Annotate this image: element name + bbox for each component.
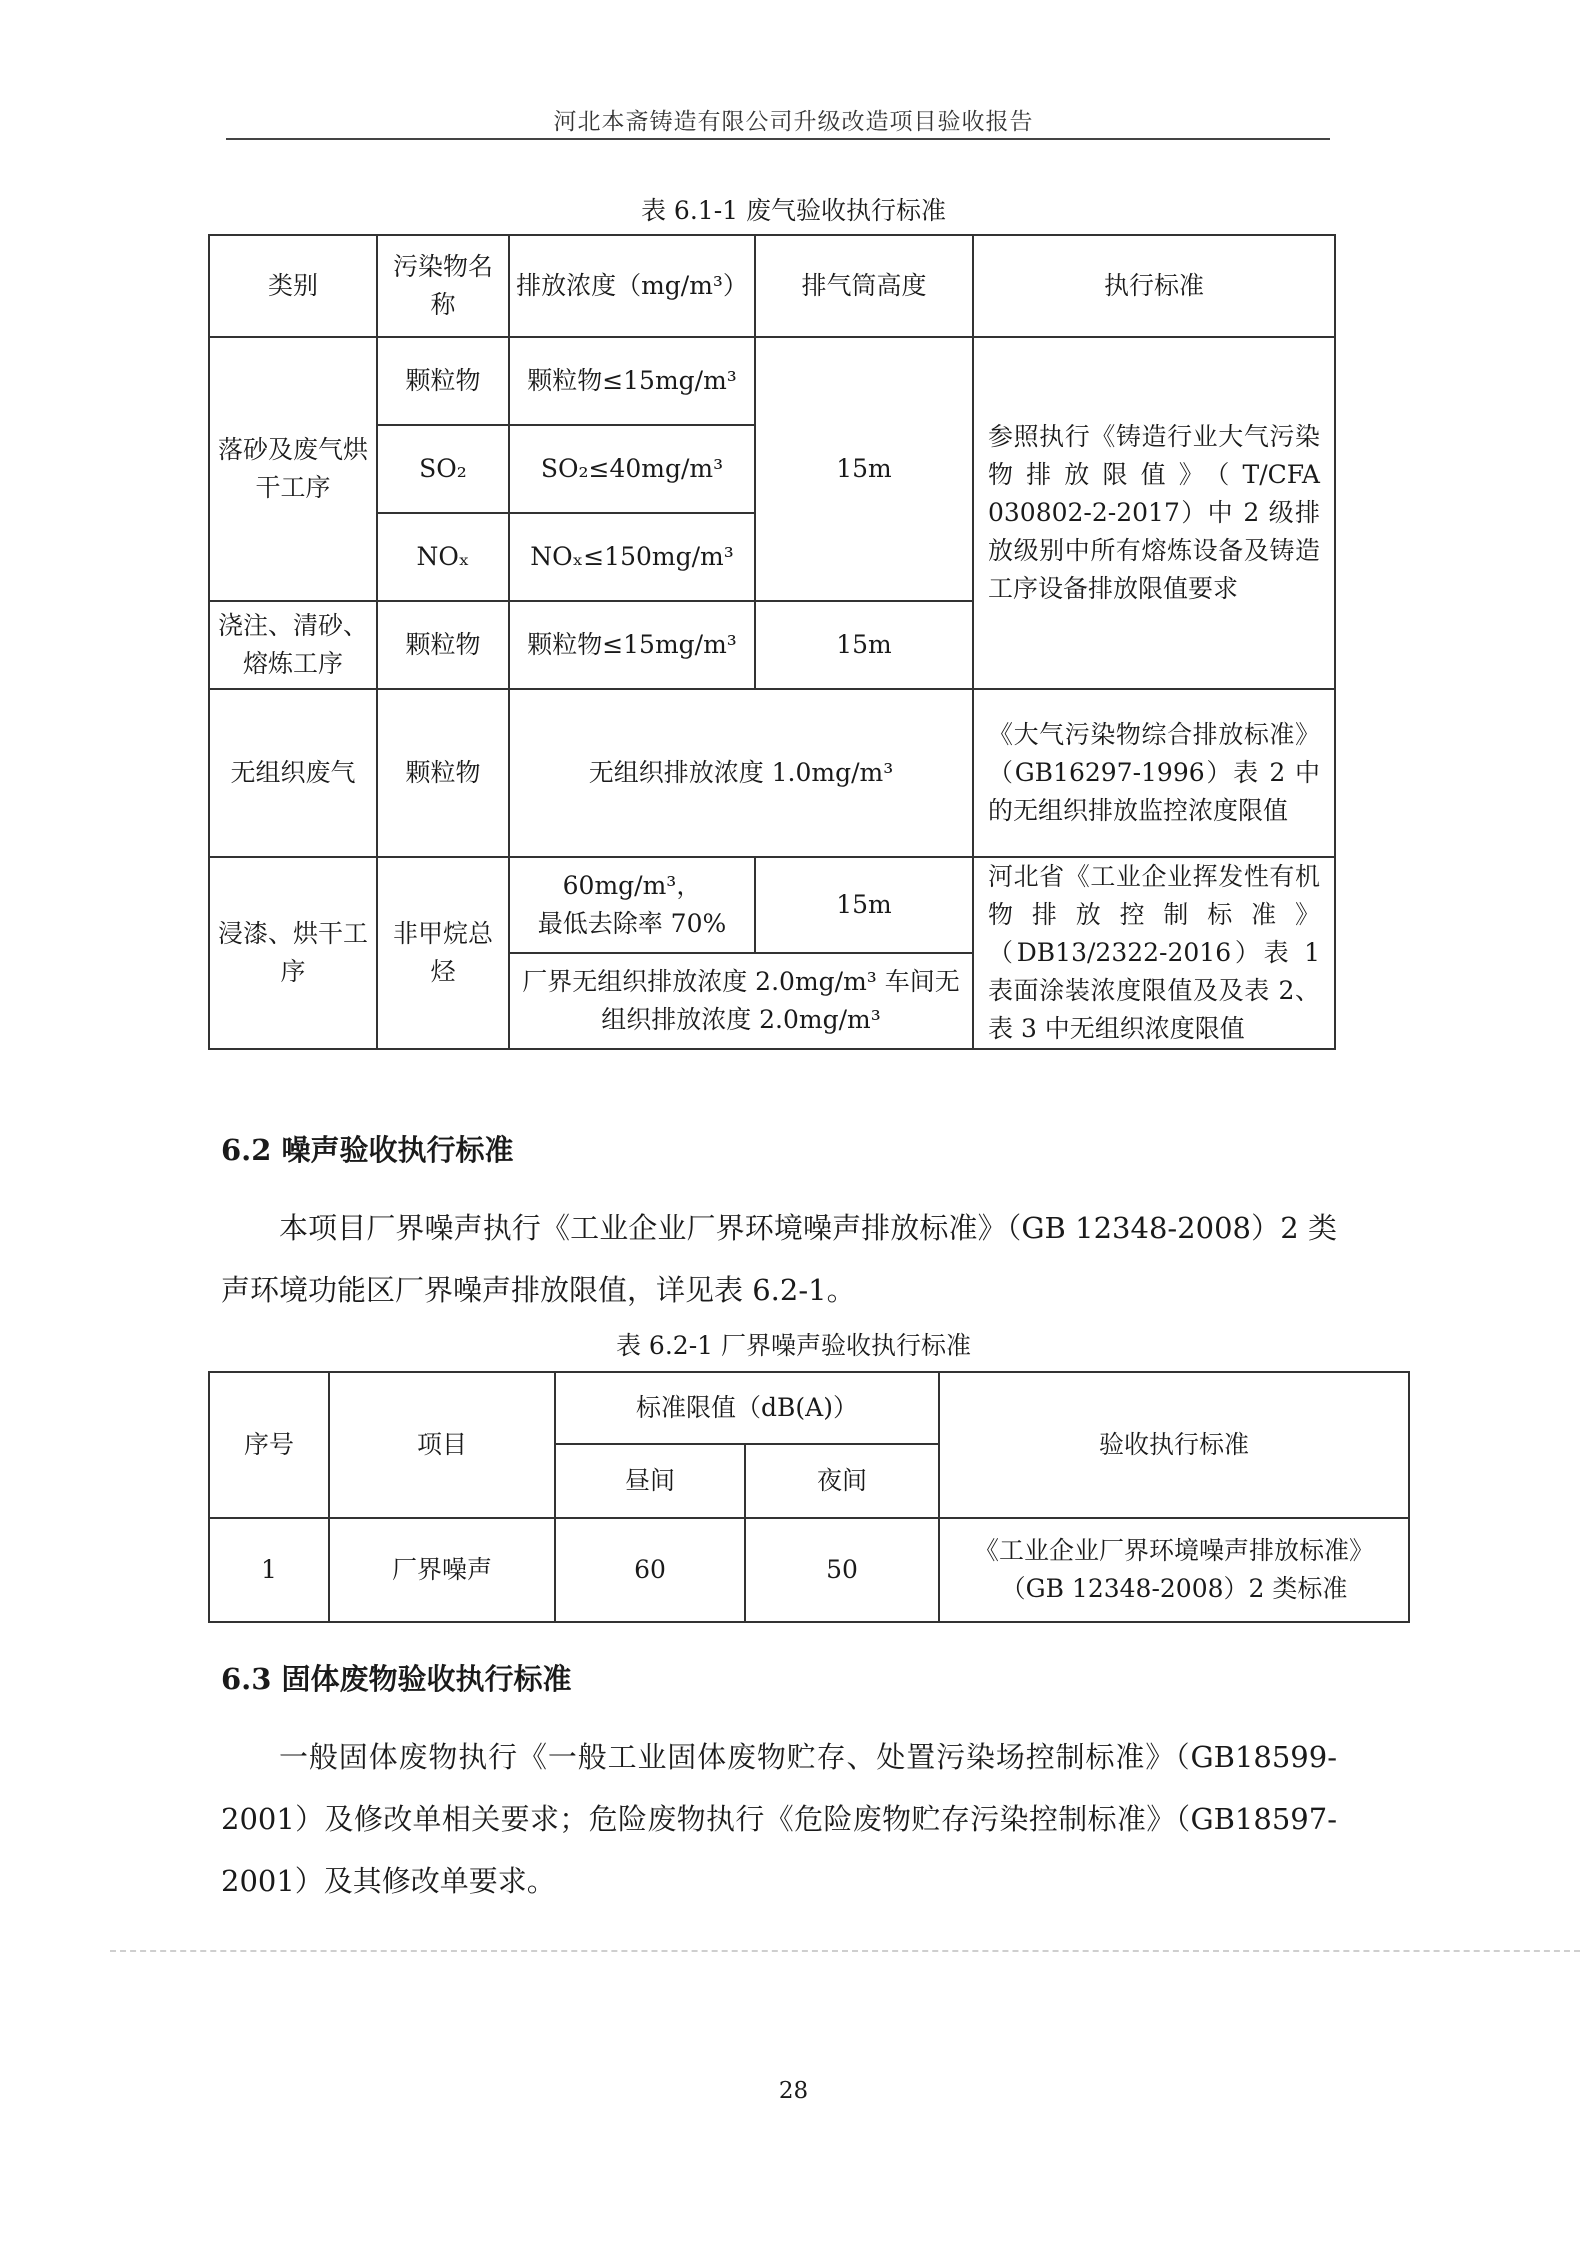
row1-concentration-nox: NOₓ≤150mg/m³ (509, 513, 755, 601)
table1-caption: 表 6.1-1 废气验收执行标准 (640, 196, 946, 225)
header-limit: 标准限值（dB(A)） (555, 1372, 939, 1444)
row4-pollutant: 非甲烷总烃 (377, 857, 509, 1049)
row4-concentration-line1: 60mg/m³， (562, 871, 702, 900)
header-concentration: 排放浓度（mg/m³） (509, 235, 755, 337)
row2-category: 浇注、清砂、熔炼工序 (209, 601, 377, 689)
header-night: 夜间 (745, 1444, 939, 1518)
header-standard: 执行标准 (973, 235, 1335, 337)
row-day-limit: 60 (555, 1518, 745, 1622)
header-item: 项目 (329, 1372, 555, 1518)
header-category: 类别 (209, 235, 377, 337)
row-standard (939, 1518, 1409, 1622)
row1-standard: 参照执行《铸造行业大气污染物排放限值》（T/CFA 030802-2-2017）中 2 级排放级别中所有熔炼设备及铸造工序设备排放限值要求 (973, 337, 1335, 689)
section-6-2-heading: 6.2 噪声验收执行标准 (221, 1133, 514, 1167)
table-row (209, 1518, 1409, 1622)
row-item: 厂界噪声 (329, 1518, 555, 1622)
table-header-row (209, 235, 1335, 337)
row4-fugitive-concentration: 厂界无组织排放浓度 2.0mg/m³ 车间无组织排放浓度 2.0mg/m³ (509, 953, 973, 1049)
header-no: 序号 (209, 1372, 329, 1518)
row1-pollutant-nox: NOₓ (377, 513, 509, 601)
row1-concentration-so2: SO₂≤40mg/m³ (509, 425, 755, 513)
row1-pollutant-so2: SO₂ (377, 425, 509, 513)
row4-category: 浸漆、烘干工序 (209, 857, 377, 1049)
row-standard-line1: 《工业企业厂界环境噪声排放标准》 (973, 1536, 1374, 1565)
page-number: 28 (778, 2078, 809, 2104)
noise-standard-table (208, 1371, 1410, 1623)
row-night-limit: 50 (745, 1518, 939, 1622)
table-header-row (209, 1372, 1409, 1444)
row4-concentration-line2: 最低去除率 70% (537, 909, 727, 938)
row3-standard: 《大气污染物综合排放标准》（GB16297-1996）表 2 中的无组织排放监控浓度限值 (973, 689, 1335, 857)
row1-stack-height: 15m (755, 337, 973, 601)
table-row (209, 857, 1335, 953)
scan-artifact-line (110, 1950, 1580, 1952)
section-6-3-heading: 6.3 固体废物验收执行标准 (221, 1662, 572, 1696)
section-6-2-paragraph: 本项目厂界噪声执行《工业企业厂界环境噪声排放标准》（GB 12348-2008）2 类声环境功能区厂界噪声排放限值，详见表 6.2-1。 (221, 1211, 1337, 1307)
row1-category: 落砂及废气烘干工序 (209, 337, 377, 601)
row2-concentration: 颗粒物≤15mg/m³ (509, 601, 755, 689)
header-pollutant: 污染物名称 (377, 235, 509, 337)
header-rule (226, 138, 1330, 140)
table-row (209, 689, 1335, 857)
table-row (209, 337, 1335, 425)
row-standard-line2: （GB 12348-2008）2 类标准 (1000, 1574, 1348, 1603)
page-header: 河北本斋铸造有限公司升级改造项目验收报告 (553, 109, 1034, 135)
table2-caption: 表 6.2-1 厂界噪声验收执行标准 (615, 1331, 971, 1360)
row4-stack-height: 15m (755, 857, 973, 953)
row3-category: 无组织废气 (209, 689, 377, 857)
row3-pollutant: 颗粒物 (377, 689, 509, 857)
row4-standard: 河北省《工业企业挥发性有机物排放控制标准》（DB13/2322-2016）表 1 表面涂装浓度限值及及表 2、表 3 中无组织浓度限值 (973, 857, 1335, 1049)
row1-concentration-particulate: 颗粒物≤15mg/m³ (509, 337, 755, 425)
header-stack-height: 排气筒高度 (755, 235, 973, 337)
header-day: 昼间 (555, 1444, 745, 1518)
row-no: 1 (209, 1518, 329, 1622)
header-acceptance-standard: 验收执行标准 (939, 1372, 1409, 1518)
row3-concentration: 无组织排放浓度 1.0mg/m³ (509, 689, 973, 857)
row2-stack-height: 15m (755, 601, 973, 689)
row1-pollutant-particulate: 颗粒物 (377, 337, 509, 425)
exhaust-standard-table (208, 234, 1336, 1050)
row4-concentration-limit (509, 857, 755, 953)
row2-pollutant: 颗粒物 (377, 601, 509, 689)
section-6-3-paragraph: 一般固体废物执行《一般工业固体废物贮存、处置污染场控制标准》（GB18599-2001）及修改单相关要求；危险废物执行《危险废物贮存污染控制标准》（GB18597-2001）及其修改单要求。 (221, 1740, 1337, 1898)
